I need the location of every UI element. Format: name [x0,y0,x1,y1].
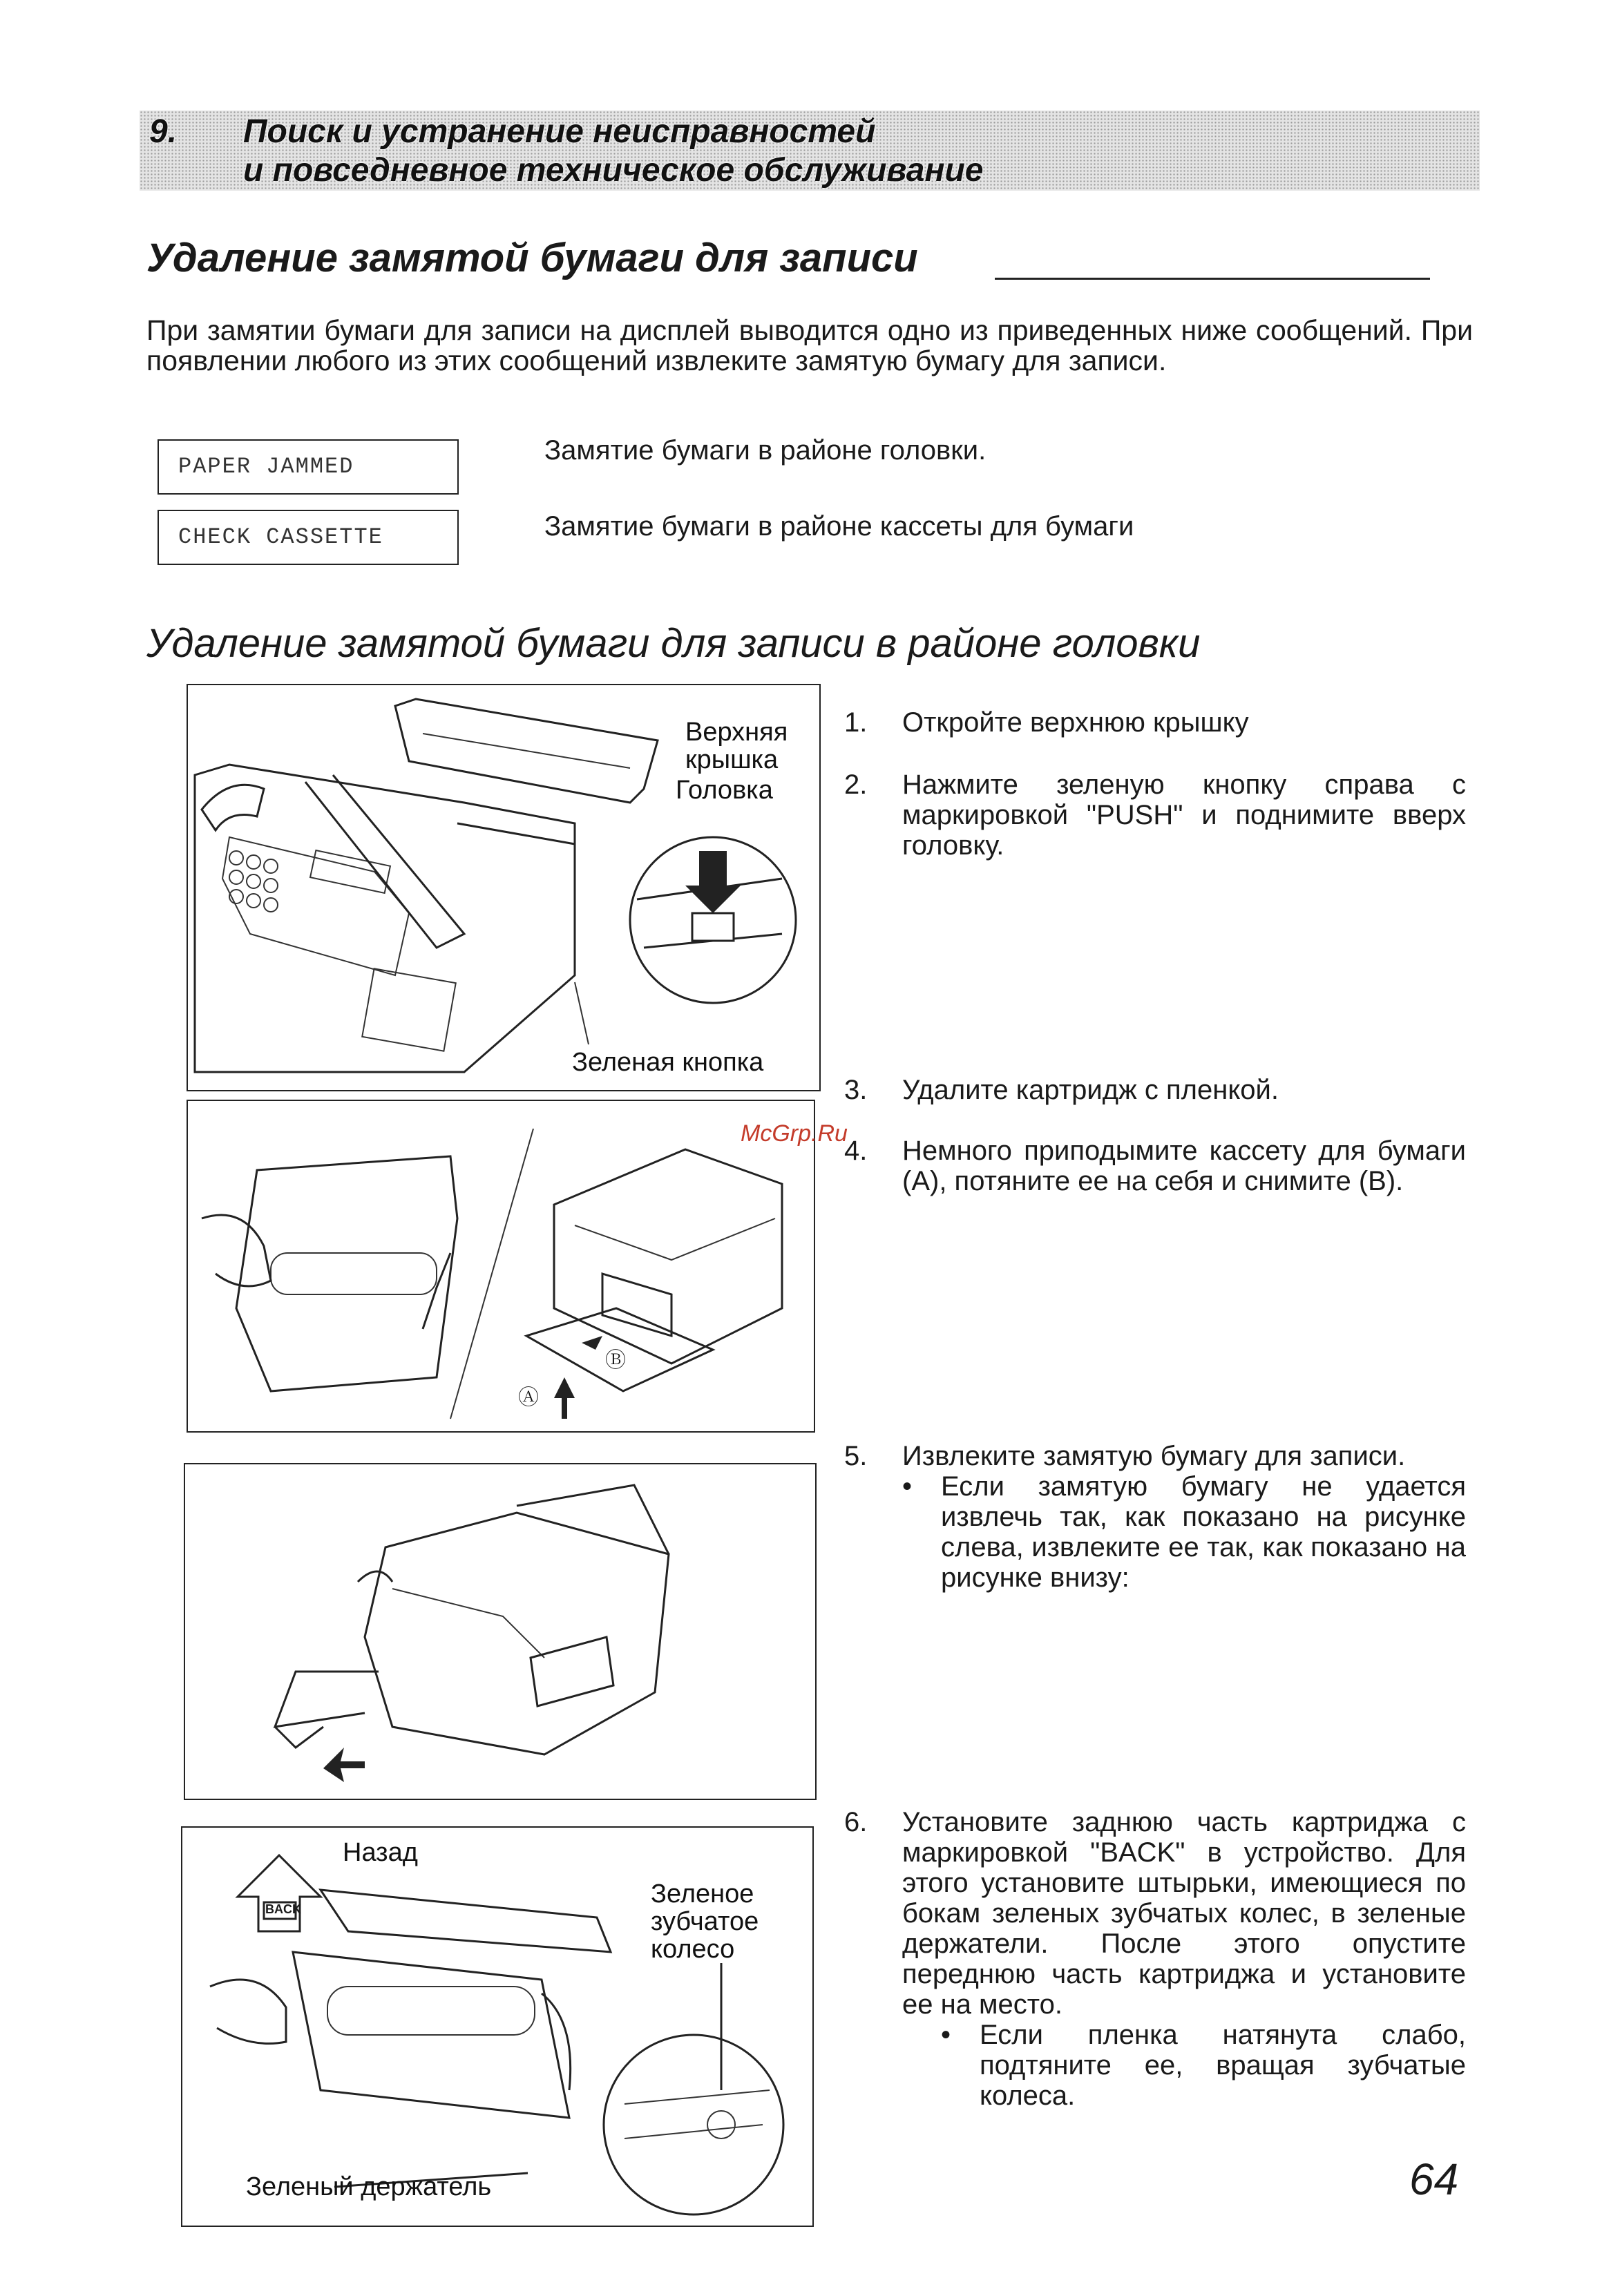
section-title: Удаление замятой бумаги для записи [146,236,918,280]
label-back: Назад [343,1838,418,1867]
step-number: 4. [844,1136,868,1166]
chapter-title-line1: Поиск и устранение неисправностей [243,113,876,150]
subsection-title: Удаление замятой бумаги для записи в районе головки [146,621,1201,666]
figure-install-cartridge [181,1826,814,2227]
label-head: Головка [676,776,773,805]
step-text: Немного приподымите кассету для бумаги (A), потяните ее на себя и снимите (B). [902,1136,1466,1196]
figure-remove-jammed-paper [184,1463,817,1800]
message-description: Замятие бумаги в районе кассеты для бумаги [544,511,1134,542]
chapter-title-line2: и повседневное техническое обслуживание [243,152,984,189]
display-message-check-cassette: CHECK CASSETTE [158,510,459,565]
step-number: 1. [844,707,868,738]
label-b: Ⓑ [605,1347,626,1375]
step-number: 3. [844,1075,868,1105]
label-green-gear: Зеленое зубчатое колесо [651,1880,775,1963]
display-message-paper-jammed: PAPER JAMMED [158,439,459,495]
label-green-holder: Зеленый держатель [246,2172,492,2201]
title-underline [995,278,1430,280]
step-text: Откройте верхнюю крышку [902,707,1249,738]
step-text: Удалите картридж с пленкой. [902,1075,1279,1105]
watermark: McGrp.Ru [741,1120,848,1147]
bullet-dot: • [902,1471,913,1502]
figure-open-top-cover [187,684,821,1091]
step-number: 5. [844,1441,868,1471]
bullet-dot: • [941,2020,951,2050]
chapter-number: 9. [149,113,178,150]
figure-remove-cassette [187,1100,815,1433]
step-bullet-text: Если пленка натянута слабо, подтяните ее, вращая зубчатые колеса. [980,2020,1466,2111]
step-text: Извлеките замятую бумагу для записи. [902,1441,1406,1471]
message-description: Замятие бумаги в районе головки. [544,435,986,466]
back-arrow-label: BACK [265,1902,301,1916]
page-number: 64 [1409,2154,1459,2204]
step-number: 2. [844,769,868,800]
intro-paragraph: При замятии бумаги для записи на дисплей выводится одно из приведенных ниже сообщений. При появлении любого из этих сообщений извлеките замятую бумагу для записи. [146,314,1473,376]
step-bullet-text: Если замятую бумагу не удается извлечь так, как показано на рисунке слева, извлеките ее так, как показано на рисунке внизу: [941,1471,1466,1593]
label-green-button: Зеленая кнопка [572,1048,764,1077]
label-top-cover: Верхняя крышка [685,718,817,774]
step-text: Установите заднюю часть картриджа с маркировкой "BACK" в устройство. Для этого установите штырьки, имеющиеся по бокам зеленых зубчатых колес, в зеленые держатели. После этого опустите переднюю часть картриджа и установите ее на место. [902,1807,1466,2020]
cartridge-and-cassette-illustration [188,1101,815,1433]
step-number: 6. [844,1807,868,1837]
keypad [229,851,278,912]
paper-extraction-illustration [185,1464,817,1800]
label-a: Ⓐ [518,1384,539,1412]
step-text: Нажмите зеленую кнопку справа с маркировкой "PUSH" и поднимите вверх головку. [902,769,1466,861]
